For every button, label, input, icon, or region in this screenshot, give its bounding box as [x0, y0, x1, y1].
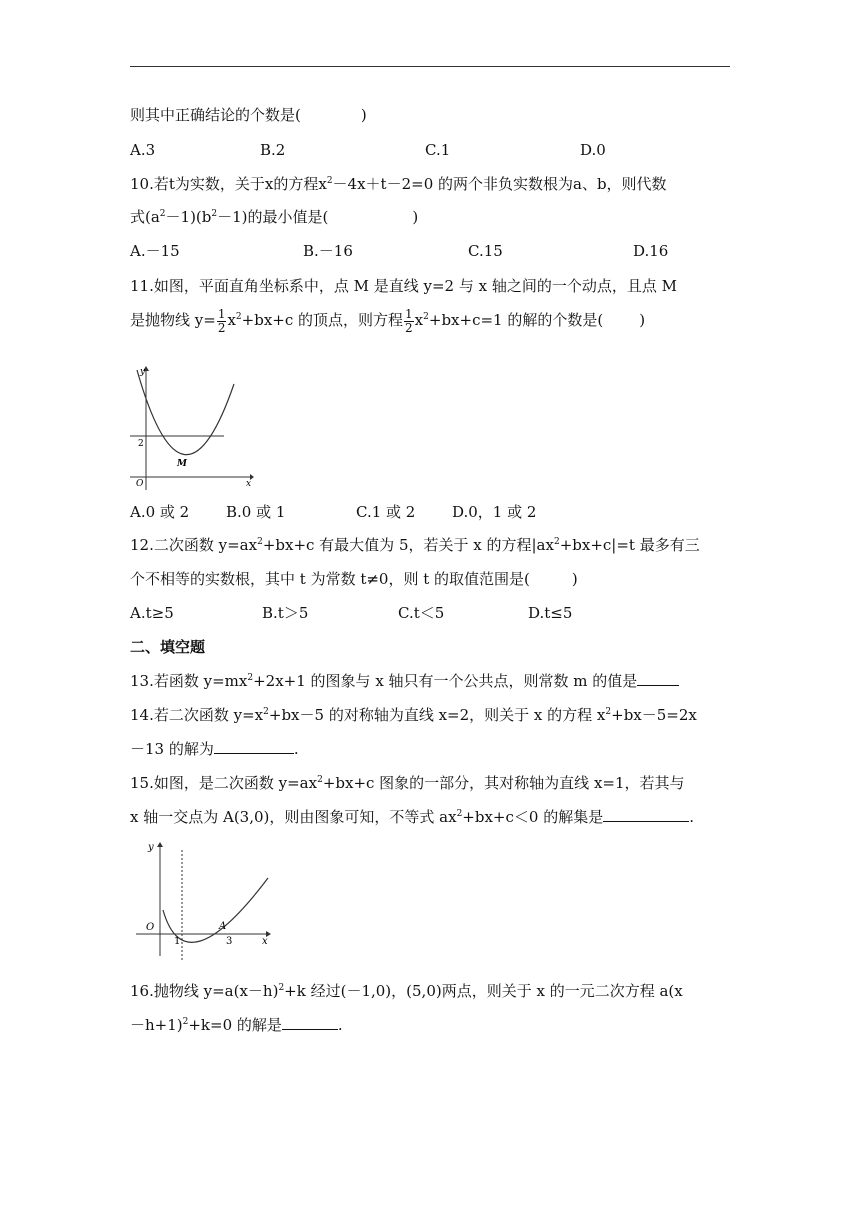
fraction-half: $\frac{1}{2}$ — [405, 306, 413, 335]
q15-answer-blank[interactable] — [603, 807, 689, 822]
q12-option-a[interactable]: A.t≥5 — [130, 604, 174, 622]
q15-stem-line1: 15.如图，是二次函数 $y=ax^2+bx+c$ 图象的一部分，其对称轴为直线 x=1，若其与 — [130, 774, 685, 792]
q16-stem-line2: －h+1)$^2$+k=0 的解是 . — [130, 1016, 343, 1034]
q9-option-b[interactable]: B.2 — [260, 141, 286, 159]
parabola-curve — [137, 370, 234, 455]
parabola-curve — [163, 878, 268, 942]
q12-option-d[interactable]: D.t≤5 — [528, 604, 573, 622]
vertex-label: M — [177, 459, 187, 469]
x-axis-label: x — [246, 479, 252, 489]
q10-stem-line2: 式$(a^2-1)(b^2-1)$的最小值是( ) — [130, 208, 419, 226]
q11-stem-line1: 11.如图，平面直角坐标系中，点 M 是直线 y=2 与 x 轴之间的一个动点，且点 M — [130, 277, 677, 295]
header-rule — [130, 66, 730, 67]
q14-stem-line2: －13 的解为 . — [130, 740, 299, 758]
q9-option-c[interactable]: C.1 — [425, 141, 451, 159]
q9-stem-tail: 则其中正确结论的个数是( ) — [130, 106, 367, 124]
tick-label-3: 3 — [226, 936, 233, 947]
q10-option-c[interactable]: C.15 — [468, 242, 503, 260]
q12-option-b[interactable]: B.t＞5 — [262, 604, 309, 622]
q12-option-c[interactable]: C.t＜5 — [398, 604, 445, 622]
label-2: 2 — [138, 439, 144, 449]
q11-option-a[interactable]: A.0 或 2 — [130, 503, 190, 521]
point-a-label: A — [219, 921, 227, 932]
q10-option-d[interactable]: D.16 — [633, 242, 669, 260]
section-title-fill-blank: 二、填空题 — [130, 638, 206, 656]
q14-stem-line1: 14.若二次函数 $y=x^2+bx-5$ 的对称轴为直线 x=2，则关于 x 的方程 $x^2+bx-5=2x$ — [130, 706, 697, 724]
q11-option-b[interactable]: B.0 或 1 — [226, 503, 286, 521]
y-axis-arrow-icon — [157, 842, 163, 847]
q13-answer-blank[interactable] — [637, 671, 679, 686]
q10-option-a[interactable]: A.－15 — [130, 242, 180, 260]
q9-option-d[interactable]: D.0 — [580, 141, 606, 159]
origin-label: O — [136, 479, 144, 489]
q15-stem-line2: x 轴一交点为 A(3,0)，则由图象可知，不等式 $ax^2+bx+c<0$ 的解集是 . — [130, 808, 694, 826]
q9-option-a[interactable]: A.3 — [130, 141, 156, 159]
q14-answer-blank[interactable] — [214, 739, 294, 754]
y-axis-label: y — [148, 842, 154, 853]
q11-stem-line2: 是抛物线 y= $\frac{1}{2}$ $x^2+bx+c$ 的顶点，则方程 $\frac{1}{2}$ $x^2+bx+c=1$ 的解的个数是( ) — [130, 306, 646, 335]
y-axis-label: y — [140, 367, 146, 377]
q13-stem: 13.若函数 $y=mx^2+2x+1$ 的图象与 x 轴只有一个公共点，则常数 m 的值是 — [130, 671, 679, 691]
x-axis-label: x — [262, 936, 268, 947]
q10-option-b[interactable]: B.－16 — [303, 242, 353, 260]
q12-stem-line2: 个不相等的实数根，其中 t 为常数 t≠0，则 t 的取值范围是( ) — [130, 570, 578, 588]
q16-stem-line1: 16.抛物线 $y=a(x-h)^2+k$ 经过(－1,0)，(5,0)两点，则关于 x 的一元二次方程 a(x — [130, 982, 683, 1000]
q10-stem-line1: 10.若t为实数，关于x的方程$x^2-4x+t-2=0$ 的两个非负实数根为a、b，则代数 — [130, 175, 667, 193]
q16-answer-blank[interactable] — [282, 1015, 338, 1030]
fraction-half: $\frac{1}{2}$ — [217, 306, 226, 335]
q11-option-c[interactable]: C.1 或 2 — [356, 503, 416, 521]
tick-label-1: 1 — [174, 936, 181, 947]
q12-stem-line1: 12.二次函数 $y=ax^2+bx+c$ 有最大值为 5，若关于 x 的方程$|ax^2+bx+c|=t$ 最多有三 — [130, 536, 700, 554]
origin-label: O — [146, 922, 155, 933]
q11-option-d[interactable]: D.0，1 或 2 — [452, 503, 537, 521]
figure-11-parabola — [126, 362, 256, 492]
figure-15-parabola — [130, 838, 276, 968]
